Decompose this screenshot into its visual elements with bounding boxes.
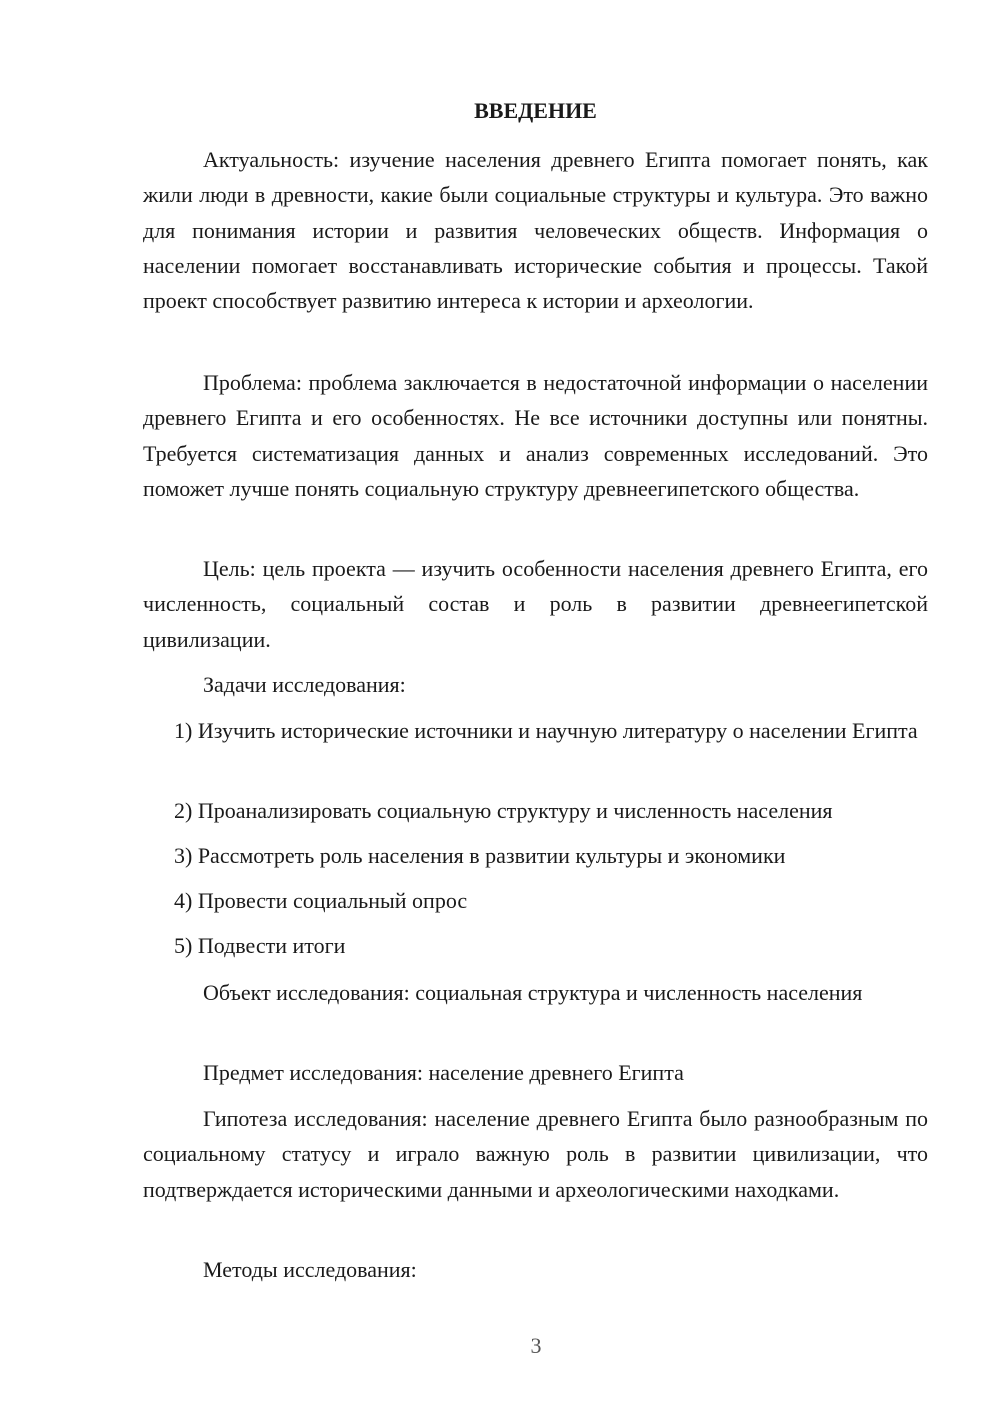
problem-paragraph bbox=[143, 365, 928, 506]
task-item-text: 1) Изучить исторические источники и научную литературу о населении Египта bbox=[174, 718, 918, 743]
subject-text: Предмет исследования: население древнего Египта bbox=[203, 1060, 684, 1085]
hypothesis-text: Гипотеза исследования: население древнего Египта было разнообразным по социальному статусу и играло важную роль в развитии цивилизации, что подтверждается историческими данными и археологическими находками. bbox=[143, 1106, 928, 1202]
task-item-text: 3) Рассмотреть роль населения в развитии культуры и экономики bbox=[174, 843, 786, 868]
task-item-text: 2) Проанализировать социальную структуру и численность населения bbox=[174, 798, 833, 823]
task-item-3 bbox=[143, 838, 928, 873]
tasks-title: Задачи исследования: bbox=[203, 672, 406, 697]
task-item-text: 5) Подвести итоги bbox=[174, 933, 346, 958]
tasks-title-paragraph bbox=[143, 667, 928, 702]
object-text: Объект исследования: социальная структура и численность населения bbox=[203, 980, 863, 1005]
task-item-4 bbox=[143, 883, 928, 918]
hypothesis-paragraph bbox=[143, 1101, 928, 1207]
object-paragraph bbox=[143, 975, 928, 1010]
relevance-text: Актуальность: изучение населения древнего Египта помогает понять, как жили люди в древности, какие были социальные структуры и культура. Это важно для понимания истории и развития человеческих обществ. Информация о населении помогает восстанавливать исторические события и процессы. Такой проект способствует развитию интереса к истории и археологии. bbox=[143, 147, 928, 314]
problem-text: Проблема: проблема заключается в недостаточной информации о населении древнего Египта и его особенностях. Не все источники доступны или понятны. Требуется систематизация данных и анализ современных исследований. Это поможет лучше понять социальную структуру древнеегипетского общества. bbox=[143, 370, 928, 501]
page-number: 3 bbox=[530, 1333, 542, 1358]
methods-paragraph bbox=[143, 1252, 928, 1287]
goal-paragraph bbox=[143, 551, 928, 657]
methods-title: Методы исследования: bbox=[203, 1257, 417, 1282]
task-item-5 bbox=[143, 928, 928, 963]
page-heading: ВВЕДЕНИЕ bbox=[474, 98, 597, 123]
relevance-paragraph bbox=[143, 142, 928, 318]
task-item-text: 4) Провести социальный опрос bbox=[174, 888, 468, 913]
goal-text: Цель: цель проекта — изучить особенности населения древнего Египта, его численность, социальный состав и роль в развитии древнеегипетской цивилизации. bbox=[143, 556, 928, 652]
task-item-1 bbox=[143, 713, 928, 748]
subject-paragraph bbox=[143, 1055, 928, 1090]
task-item-2 bbox=[143, 793, 928, 828]
